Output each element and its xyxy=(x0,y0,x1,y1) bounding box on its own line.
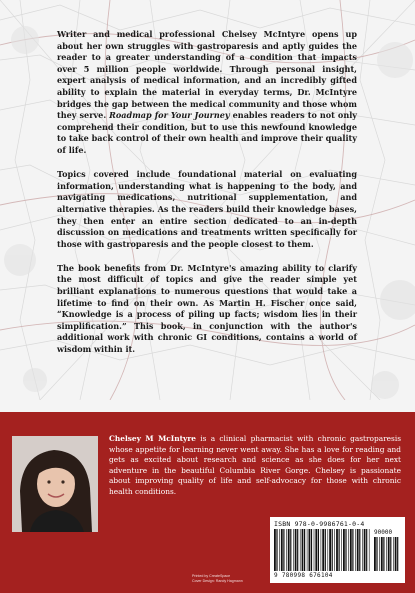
author-photo xyxy=(12,436,98,532)
isbn-number: ISBN 978-0-9986761-0-4 xyxy=(274,520,365,528)
book-title-reference: Roadmap for Your Journey xyxy=(109,110,230,121)
author-band xyxy=(0,412,415,593)
price-barcode-bars xyxy=(374,537,400,571)
blurb-paragraph-2: Topics covered include foundational material on evaluating information, understanding what is happening to the body, and navigating medications, nutritional supplementation, and alternative therapies. As the readers build their knowledge bases, they then enter an entire section dedicated to an in-depth discussion on medications and treatments written specifically for those with gastroparesis and the people closest to them. xyxy=(57,169,357,249)
print-credits xyxy=(192,574,243,584)
author-bio xyxy=(109,434,401,497)
barcode-bars xyxy=(274,529,370,571)
cover-design-credit: Cover Design: Randy Hagmann xyxy=(192,579,243,583)
isbn-barcode xyxy=(270,517,405,583)
blurb-paragraph-1: Writer and medical professional Chelsey McIntyre opens up about her own struggles with gastroparesis and aptly guides the reader to a greater understanding of a condition that impacts over 5 million people worldwide. Through personal insight, expert analysis of medical information, and an incredibly gifted ability to explain the material in everyday terms, Dr. McIntyre bridges the gap between the medical community and those whom they serve. Roadmap for Your Journey enables readers to not only comprehend their condition, but to use this newfound knowledge to take back control of their own health and improve their quality of life. xyxy=(57,29,357,155)
author-name: Chelsey M McIntyre xyxy=(109,434,196,443)
blurb-text xyxy=(57,29,357,368)
printer-credit: Printed by CreateSpace xyxy=(192,574,231,578)
price-code: 90000 xyxy=(374,529,393,536)
author-bio-text: is a clinical pharmacist with chronic gastroparesis whose appetite for learning never went away. She has a love for reading and gets as excited about research and science as she does for her next adventure in the beautiful Columbia River Gorge. Chelsey is passionate about improving quality of life and self-advocacy for those with chronic health conditions. xyxy=(109,434,401,496)
blurb-paragraph-3: The book benefits from Dr. McIntyre's amazing ability to clarify the most difficult of topics and give the reader simple yet brilliant explanations to numerous questions that would take a lifetime to find on their own. As Martin H. Fischer once said, “Knowledge is a process of piling up facts; wisdom lies in their simplification.” This book, in conjunction with the author's additional work with chronic GI conditions, contains a world of wisdom within it. xyxy=(57,262,357,355)
barcode-digits: 9 780998 676104 xyxy=(274,572,333,579)
